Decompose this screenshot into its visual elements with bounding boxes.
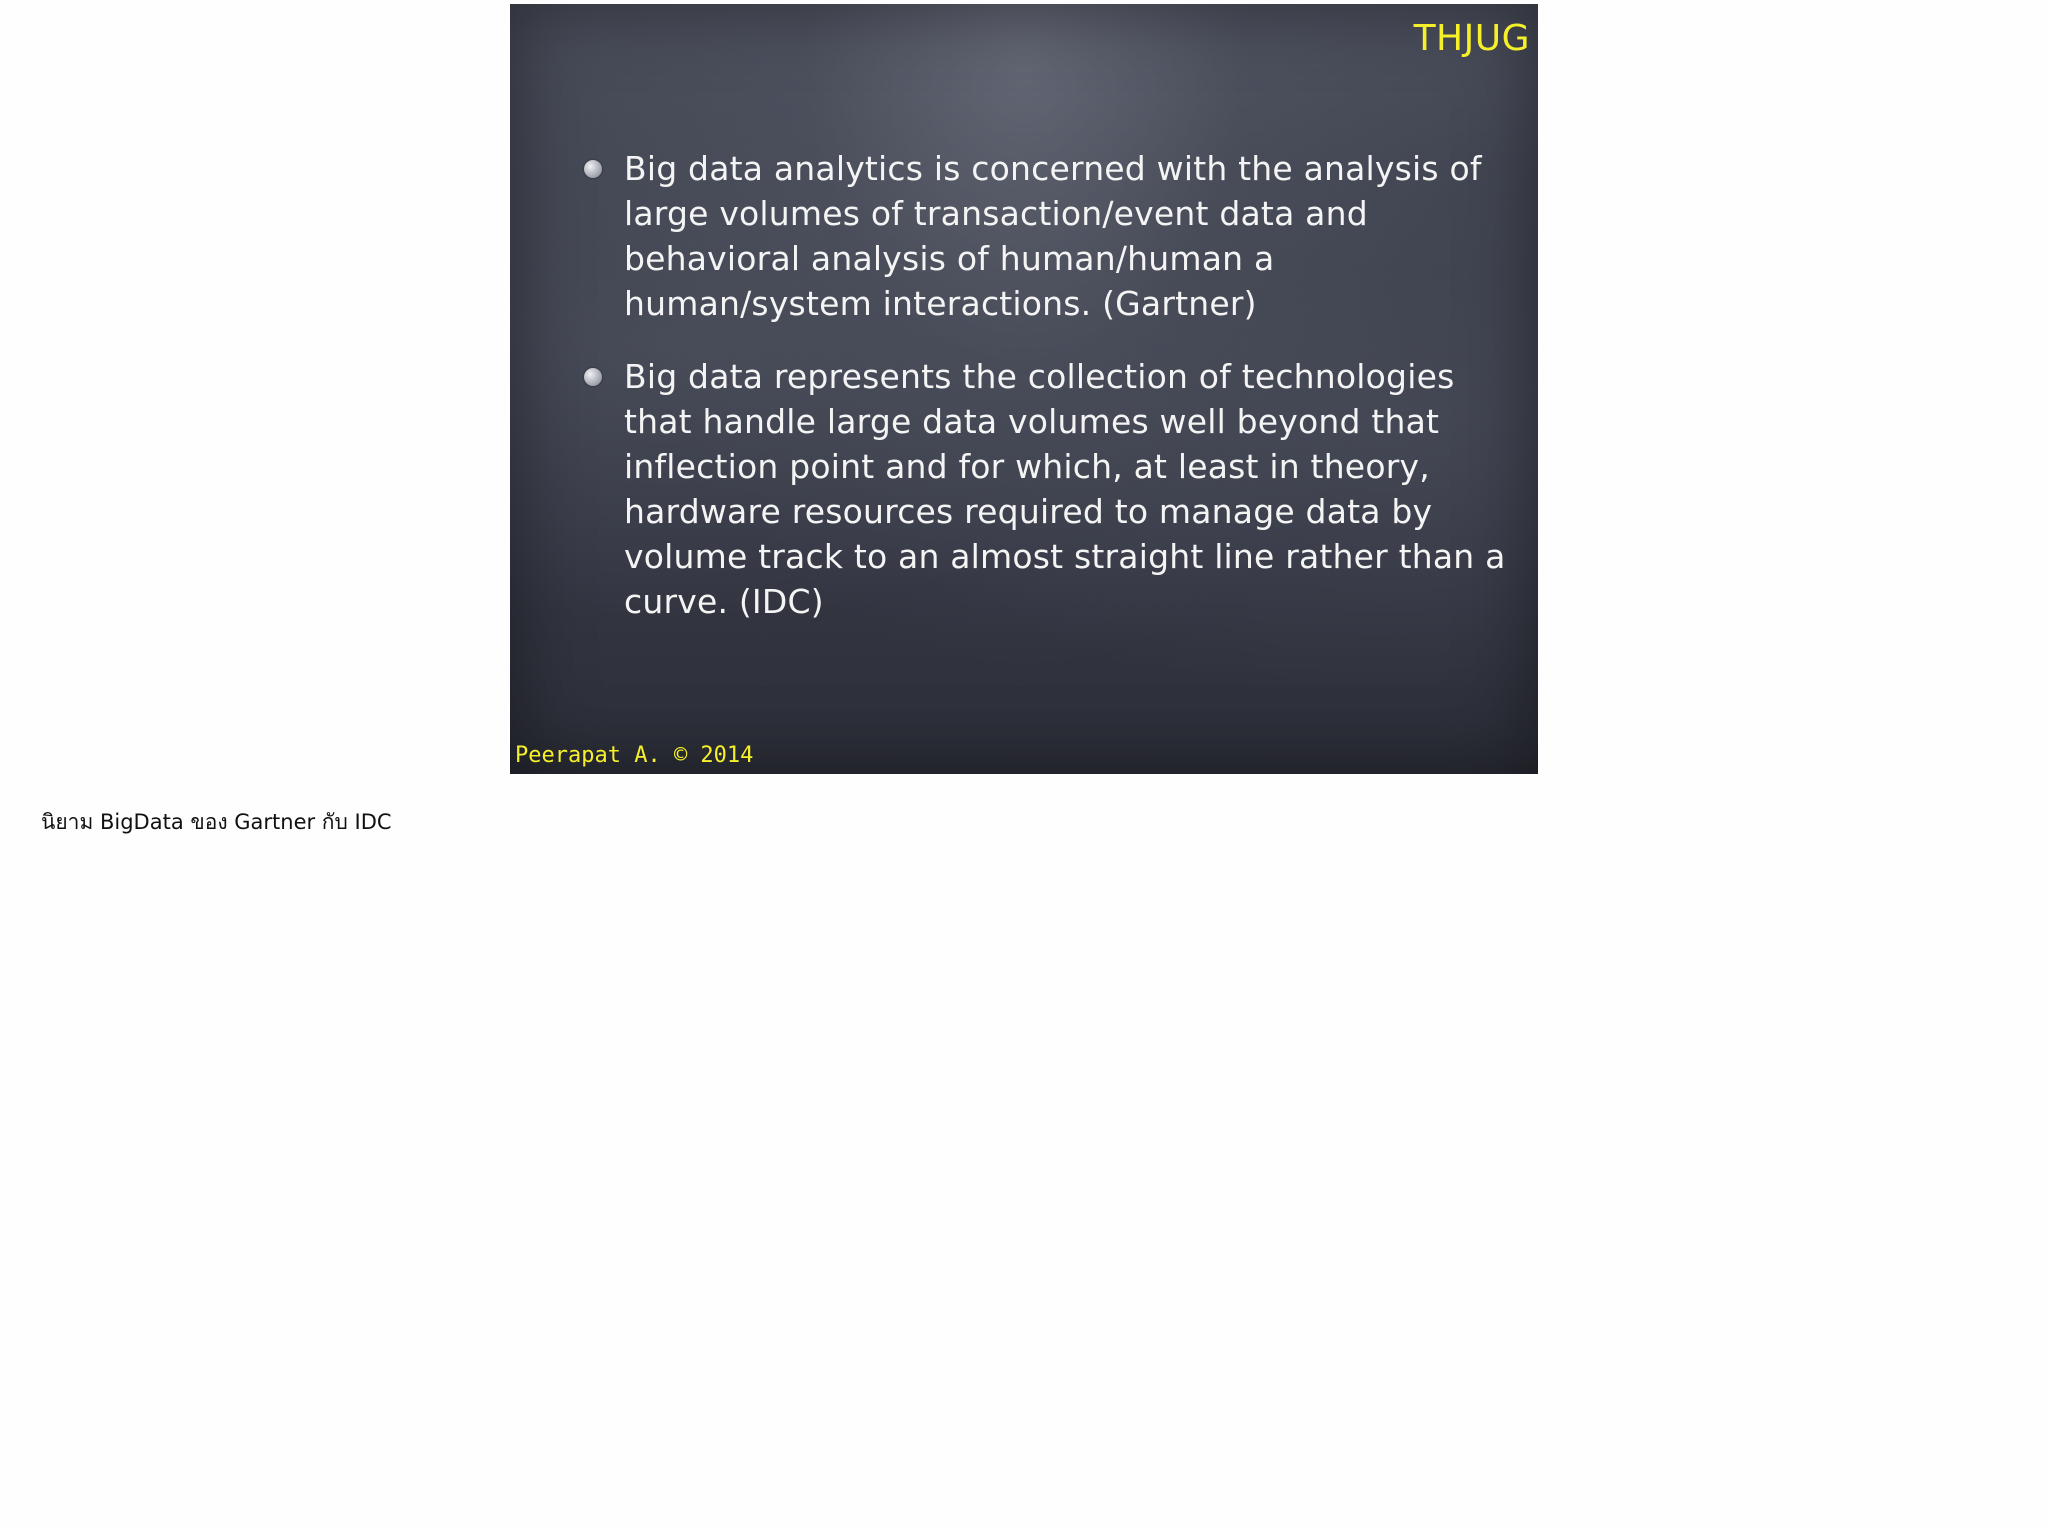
bullet-icon — [584, 368, 602, 386]
brand-label: THJUG — [1413, 18, 1530, 59]
bullet-text: Big data analytics is concerned with the analysis of large volumes of transaction/event data and behavioral analysis of human/human a human/system interactions. (Gartner) — [624, 149, 1482, 323]
bullet-list — [584, 146, 1514, 652]
slide-caption: นิยาม BigData ของ Gartner กับ IDC — [41, 810, 392, 834]
bullet-item-gartner — [584, 146, 1514, 326]
footer-credit: Peerapat A. © 2014 — [515, 743, 754, 768]
bullet-item-idc — [584, 354, 1514, 624]
bullet-icon — [584, 160, 602, 178]
slide — [510, 4, 1538, 774]
bullet-text: Big data represents the collection of technologies that handle large data volumes well beyond that inflection point and for which, at least in theory, hardware resources required to manage data by volume track to an almost straight line rather than a curve. (IDC) — [624, 357, 1506, 621]
